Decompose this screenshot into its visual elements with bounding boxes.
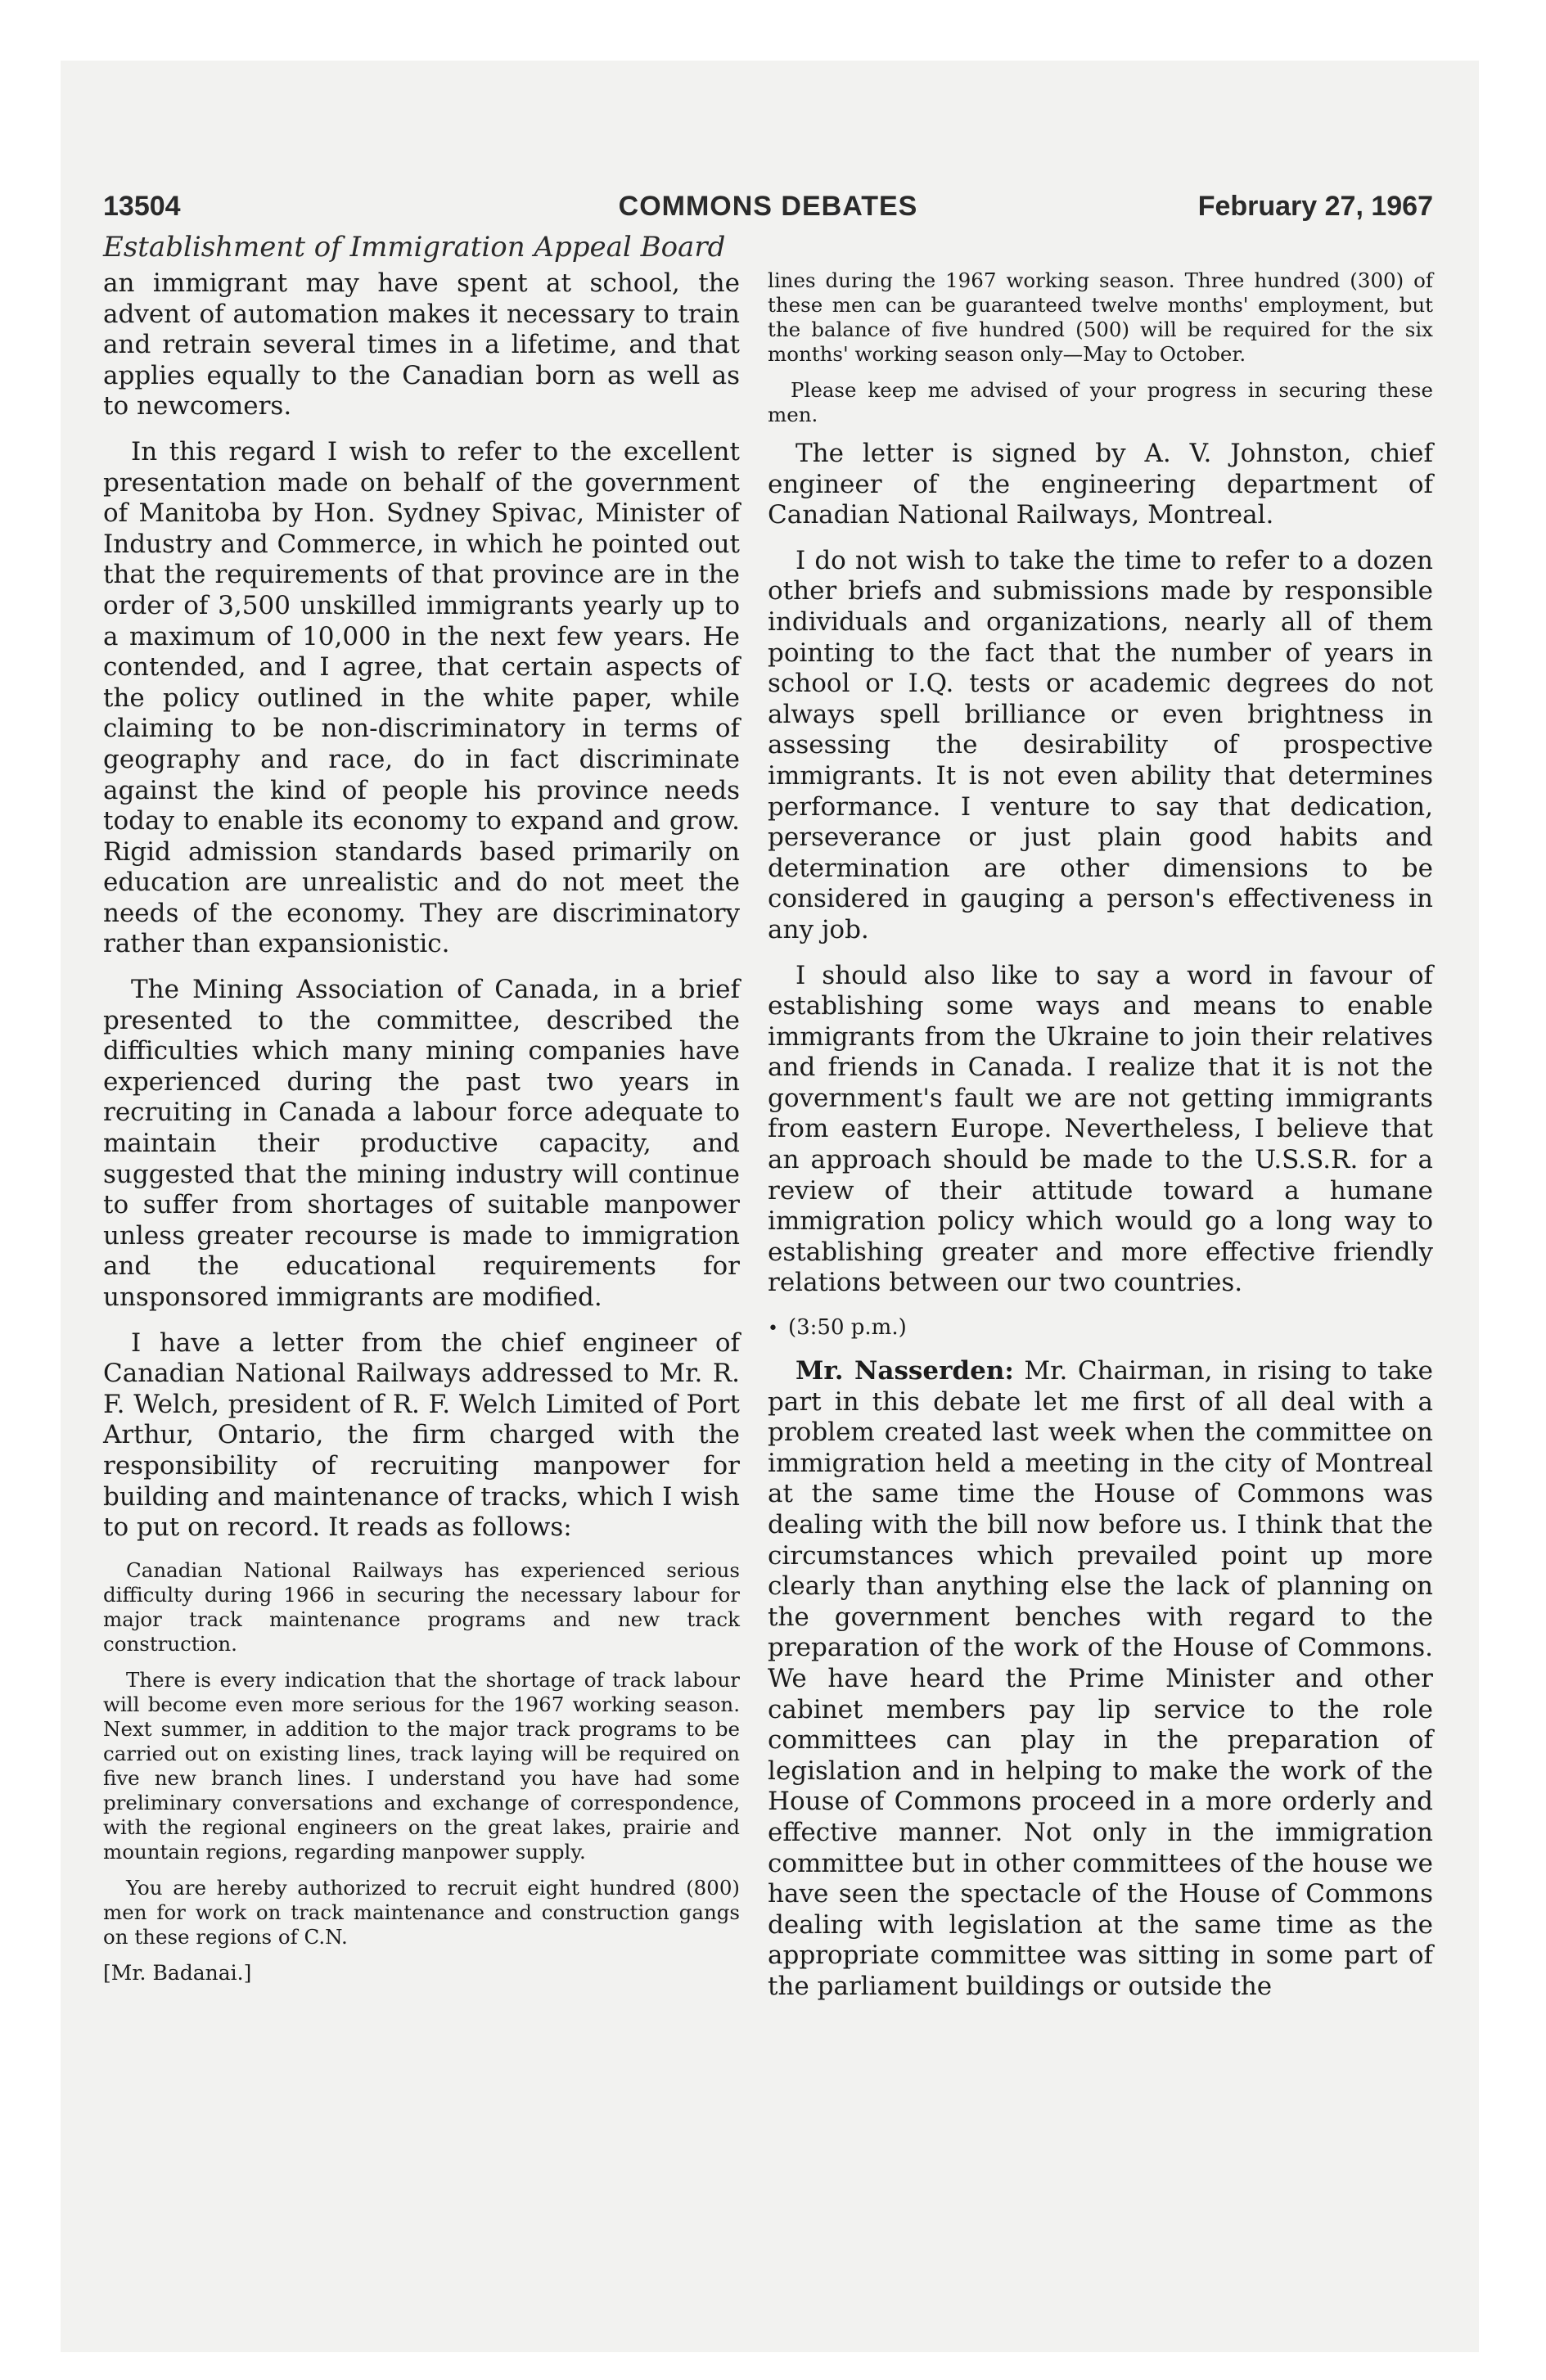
speech-paragraph (768, 1356, 1433, 2002)
paragraph: In this regard I wish to refer to the excellent presentation made on behalf of the government of Manitoba by Hon. Sydney Spivac, Minister of Industry and Commerce, in which he pointed out that the requirements of that province are in the order of 3,500 unskilled immigrants yearly up to a maximum of 10,000 in the next few years. He contended, and I agree, that certain aspects of the policy outlined in the white paper, while claiming to be non-discriminatory in terms of geography and race, do in fact discriminate against the kind of people his province needs today to enable its economy to expand and grow. Rigid admission standards based primarily on education are unrealistic and do not meet the needs of the economy. They are discriminatory rather than expansionistic. (103, 436, 740, 959)
paragraph: an immigrant may have spent at school, the advent of automation makes it necessary to train and retrain several times in a lifetime, and that applies equally to the Canadian born as well as to newcomers. (103, 268, 740, 421)
page-date: February 27, 1967 (1197, 191, 1433, 222)
letter-quote: There is every indication that the shortage of track labour will become even more serious for the 1967 working season. Next summer, in addition to the major track programs to be carried out on existing lines, track laying will be required on five new branch lines. I understand you have had some preliminary conversations and exchange of correspondence, with the regional engineers on the great lakes, prairie and mountain regions, regarding manpower supply. (103, 1667, 740, 1864)
paragraph: I should also like to say a word in favour of establishing some ways and means to enable immigrants from the Ukraine to join their relatives and friends in Canada. I realize that it is not the government's fault we are not getting immigrants from eastern Europe. Nevertheless, I believe that an approach should be made to the U.S.S.R. for a review of their attitude toward a humane immigration policy which would go a long way to establishing greater and more effective friendly relations between our two countries. (768, 960, 1433, 1298)
page-header (103, 191, 1433, 228)
paragraph: I do not wish to take the time to refer to a dozen other briefs and submissions made by responsible individuals and organizations, nearly all of them pointing to the fact that the number of years in school or I.Q. tests or academic degrees do not always spell brilliance or even brightness in assessing the desirability of prospective immigrants. It is not even ability that determines performance. I venture to say that dedication, perseverance or just plain good habits and determination are other dimensions to be considered in gauging a person's effectiveness in any job. (768, 545, 1433, 944)
letter-quote: You are hereby authorized to recruit eight hundred (800) men for work on track maintenance and construction gangs on these regions of C.N. (103, 1875, 740, 1949)
paragraph: The letter is signed by A. V. Johnston, chief engineer of the engineering department of Canadian National Railways, Montreal. (768, 439, 1433, 530)
time-stamp: (3:50 p.m.) (787, 1315, 907, 1341)
left-column (103, 268, 740, 1986)
publication-title: COMMONS DEBATES (618, 191, 918, 222)
paragraph: I have a letter from the chief engineer of Canadian National Railways addressed to Mr. R. F. Welch, president of R. F. Welch Limited of Port Arthur, Ontario, the firm charged with the responsibility of recruiting manpower for building and maintenance of tracks, which I wish to put on record. It reads as follows: (103, 1327, 740, 1543)
bullet-icon: • (768, 1318, 778, 1340)
right-column (768, 268, 1433, 2017)
time-stamp-line (768, 1314, 1433, 1343)
page-number: 13504 (103, 191, 181, 222)
letter-quote: lines during the 1967 working season. Three hundred (300) of these men can be guaranteed twelve months' employment, but the balance of five hundred (500) will be required for the six months' working season only—May to October. (768, 268, 1433, 366)
letter-quote: Canadian National Railways has experienced serious difficulty during 1966 in securing the necessary labour for major track maintenance programs and new track construction. (103, 1557, 740, 1656)
speech-text: Mr. Chairman, in rising to take part in this debate let me first of all deal with a problem created last week when the committee on immigration held a meeting in the city of Montreal at the same time the House of Commons was dealing with the bill now before us. I think that the circumstances which prevailed point up more clearly than anything else the lack of planning on the government benches with regard to the preparation of the work of the House of Commons. We have heard the Prime Minister and other cabinet members pay lip service to the role committees can play in the preparation of legislation and in helping to make the work of the House of Commons proceed in a more orderly and effective manner. Not only in the immigration committee but in other committees of the house we have seen the spectacle of the House of Commons dealing with legislation at the same time as the appropriate committee was sitting in some part of the parliament buildings or outside the (768, 1356, 1434, 2001)
letter-quote: Please keep me advised of your progress in securing these men. (768, 378, 1433, 426)
section-heading: Establishment of Immigration Appeal Board (103, 231, 726, 264)
speaker-tag: [Mr. Badanai.] (103, 1960, 252, 1985)
speaker-name: Mr. Nasserden: (796, 1356, 1014, 1386)
paragraph: The Mining Association of Canada, in a brief presented to the committee, described the difficulties which many mining companies have experienced during the past two years in recruiting in Canada a labour force adequate to maintain their productive capacity, and suggested that the mining industry will continue to suffer from shortages of suitable manpower unless greater recourse is made to immigration and the educational requirements for unsponsored immigrants are modified. (103, 975, 740, 1312)
